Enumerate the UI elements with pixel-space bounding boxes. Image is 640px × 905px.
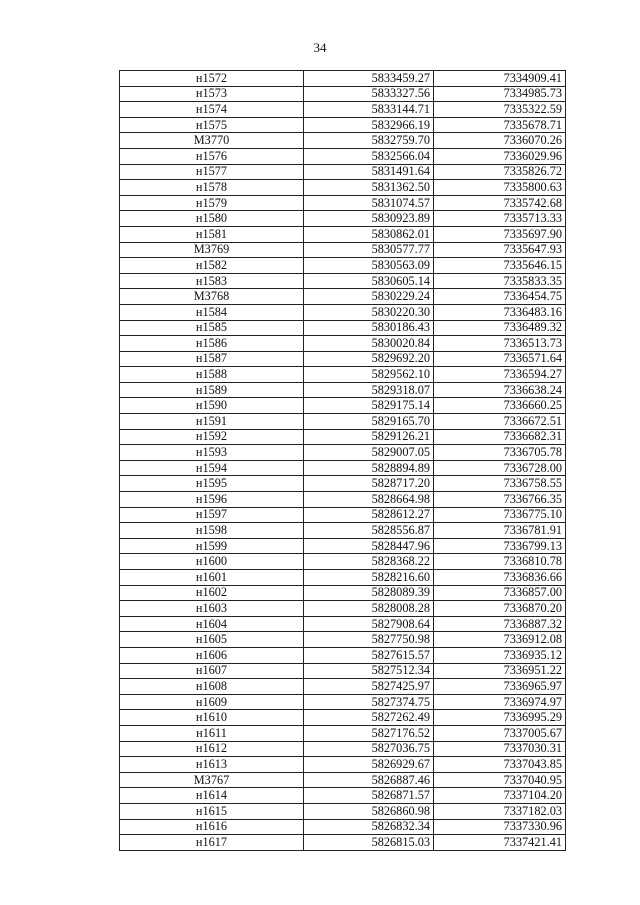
table-row	[120, 320, 566, 336]
y-coordinate-cell: 7337104.20	[434, 788, 566, 804]
point-name-cell: н1608	[120, 679, 304, 695]
y-coordinate-cell: 7336912.08	[434, 632, 566, 648]
table-row	[120, 367, 566, 383]
y-coordinate-cell: 7336594.27	[434, 367, 566, 383]
table-row	[120, 164, 566, 180]
table-row	[120, 102, 566, 118]
x-coordinate-cell: 5833459.27	[304, 71, 434, 87]
x-coordinate-cell: 5828447.96	[304, 538, 434, 554]
y-coordinate-cell: 7335742.68	[434, 195, 566, 211]
y-coordinate-cell: 7336781.91	[434, 523, 566, 539]
y-coordinate-cell: 7336571.64	[434, 351, 566, 367]
table-row	[120, 663, 566, 679]
point-name-cell: н1595	[120, 476, 304, 492]
coordinates-table-body	[120, 71, 566, 851]
point-name-cell: н1584	[120, 304, 304, 320]
point-name-cell: н1580	[120, 211, 304, 227]
y-coordinate-cell: 7336836.66	[434, 570, 566, 586]
table-row	[120, 601, 566, 617]
point-name-cell: МЗ769	[120, 242, 304, 258]
point-name-cell: н1573	[120, 86, 304, 102]
table-row	[120, 117, 566, 133]
x-coordinate-cell: 5829562.10	[304, 367, 434, 383]
table-row	[120, 538, 566, 554]
point-name-cell: н1596	[120, 492, 304, 508]
x-coordinate-cell: 5826929.67	[304, 757, 434, 773]
x-coordinate-cell: 5827750.98	[304, 632, 434, 648]
table-row	[120, 679, 566, 695]
y-coordinate-cell: 7337421.41	[434, 835, 566, 851]
table-row	[120, 414, 566, 430]
point-name-cell: н1594	[120, 460, 304, 476]
x-coordinate-cell: 5831491.64	[304, 164, 434, 180]
point-name-cell: н1607	[120, 663, 304, 679]
y-coordinate-cell: 7335322.59	[434, 102, 566, 118]
table-row	[120, 460, 566, 476]
y-coordinate-cell: 7336483.16	[434, 304, 566, 320]
x-coordinate-cell: 5828894.89	[304, 460, 434, 476]
y-coordinate-cell: 7336489.32	[434, 320, 566, 336]
point-name-cell: н1616	[120, 819, 304, 835]
y-coordinate-cell: 7337005.67	[434, 725, 566, 741]
y-coordinate-cell: 7335800.63	[434, 180, 566, 196]
point-name-cell: н1612	[120, 741, 304, 757]
table-row	[120, 180, 566, 196]
point-name-cell: н1617	[120, 835, 304, 851]
x-coordinate-cell: 5828216.60	[304, 570, 434, 586]
point-name-cell: н1609	[120, 694, 304, 710]
point-name-cell: н1575	[120, 117, 304, 133]
point-name-cell: н1602	[120, 585, 304, 601]
table-row	[120, 71, 566, 87]
y-coordinate-cell: 7336995.29	[434, 710, 566, 726]
point-name-cell: н1603	[120, 601, 304, 617]
table-row	[120, 133, 566, 149]
table-row	[120, 616, 566, 632]
y-coordinate-cell: 7336810.78	[434, 554, 566, 570]
point-name-cell: н1604	[120, 616, 304, 632]
x-coordinate-cell: 5831362.50	[304, 180, 434, 196]
table-row	[120, 242, 566, 258]
x-coordinate-cell: 5828089.39	[304, 585, 434, 601]
point-name-cell: н1589	[120, 382, 304, 398]
point-name-cell: н1599	[120, 538, 304, 554]
x-coordinate-cell: 5830577.77	[304, 242, 434, 258]
x-coordinate-cell: 5826871.57	[304, 788, 434, 804]
table-row	[120, 304, 566, 320]
table-row	[120, 226, 566, 242]
x-coordinate-cell: 5830220.30	[304, 304, 434, 320]
x-coordinate-cell: 5830923.89	[304, 211, 434, 227]
y-coordinate-cell: 7336660.25	[434, 398, 566, 414]
table-row	[120, 803, 566, 819]
y-coordinate-cell: 7336951.22	[434, 663, 566, 679]
point-name-cell: МЗ768	[120, 289, 304, 305]
y-coordinate-cell: 7335713.33	[434, 211, 566, 227]
point-name-cell: н1581	[120, 226, 304, 242]
x-coordinate-cell: 5830563.09	[304, 258, 434, 274]
x-coordinate-cell: 5827425.97	[304, 679, 434, 695]
point-name-cell: н1579	[120, 195, 304, 211]
table-row	[120, 788, 566, 804]
x-coordinate-cell: 5829165.70	[304, 414, 434, 430]
x-coordinate-cell: 5827176.52	[304, 725, 434, 741]
table-row	[120, 195, 566, 211]
y-coordinate-cell: 7336775.10	[434, 507, 566, 523]
x-coordinate-cell: 5827908.64	[304, 616, 434, 632]
x-coordinate-cell: 5829007.05	[304, 445, 434, 461]
x-coordinate-cell: 5833327.56	[304, 86, 434, 102]
point-name-cell: н1600	[120, 554, 304, 570]
point-name-cell: н1610	[120, 710, 304, 726]
table-row	[120, 492, 566, 508]
y-coordinate-cell: 7336513.73	[434, 336, 566, 352]
x-coordinate-cell: 5826860.98	[304, 803, 434, 819]
point-name-cell: н1586	[120, 336, 304, 352]
table-row	[120, 757, 566, 773]
y-coordinate-cell: 7337043.85	[434, 757, 566, 773]
point-name-cell: н1583	[120, 273, 304, 289]
y-coordinate-cell: 7336857.00	[434, 585, 566, 601]
table-row	[120, 273, 566, 289]
x-coordinate-cell: 5828664.98	[304, 492, 434, 508]
y-coordinate-cell: 7336758.55	[434, 476, 566, 492]
point-name-cell: н1572	[120, 71, 304, 87]
y-coordinate-cell: 7336870.20	[434, 601, 566, 617]
y-coordinate-cell: 7334985.73	[434, 86, 566, 102]
table-row	[120, 647, 566, 663]
x-coordinate-cell: 5828368.22	[304, 554, 434, 570]
coordinates-table	[119, 70, 566, 851]
x-coordinate-cell: 5826887.46	[304, 772, 434, 788]
table-row	[120, 398, 566, 414]
x-coordinate-cell: 5828556.87	[304, 523, 434, 539]
y-coordinate-cell: 7335647.93	[434, 242, 566, 258]
point-name-cell: МЗ770	[120, 133, 304, 149]
table-row	[120, 725, 566, 741]
x-coordinate-cell: 5827262.49	[304, 710, 434, 726]
table-row	[120, 336, 566, 352]
x-coordinate-cell: 5830229.24	[304, 289, 434, 305]
x-coordinate-cell: 5826815.03	[304, 835, 434, 851]
point-name-cell: н1577	[120, 164, 304, 180]
point-name-cell: н1606	[120, 647, 304, 663]
table-row	[120, 211, 566, 227]
table-row	[120, 507, 566, 523]
x-coordinate-cell: 5827036.75	[304, 741, 434, 757]
x-coordinate-cell: 5830020.84	[304, 336, 434, 352]
y-coordinate-cell: 7335678.71	[434, 117, 566, 133]
point-name-cell: н1592	[120, 429, 304, 445]
y-coordinate-cell: 7335826.72	[434, 164, 566, 180]
x-coordinate-cell: 5827374.75	[304, 694, 434, 710]
x-coordinate-cell: 5829318.07	[304, 382, 434, 398]
table-row	[120, 382, 566, 398]
x-coordinate-cell: 5831074.57	[304, 195, 434, 211]
y-coordinate-cell: 7336682.31	[434, 429, 566, 445]
table-row	[120, 476, 566, 492]
point-name-cell: н1576	[120, 148, 304, 164]
x-coordinate-cell: 5826832.34	[304, 819, 434, 835]
table-row	[120, 741, 566, 757]
point-name-cell: н1597	[120, 507, 304, 523]
table-row	[120, 710, 566, 726]
table-row	[120, 289, 566, 305]
table-row	[120, 694, 566, 710]
y-coordinate-cell: 7335646.15	[434, 258, 566, 274]
point-name-cell: н1605	[120, 632, 304, 648]
table-row	[120, 445, 566, 461]
x-coordinate-cell: 5832759.70	[304, 133, 434, 149]
point-name-cell: н1588	[120, 367, 304, 383]
table-row	[120, 819, 566, 835]
y-coordinate-cell: 7335833.35	[434, 273, 566, 289]
table-row	[120, 772, 566, 788]
point-name-cell: н1614	[120, 788, 304, 804]
table-row	[120, 429, 566, 445]
table-row	[120, 835, 566, 851]
point-name-cell: н1585	[120, 320, 304, 336]
y-coordinate-cell: 7337040.95	[434, 772, 566, 788]
x-coordinate-cell: 5832566.04	[304, 148, 434, 164]
y-coordinate-cell: 7336935.12	[434, 647, 566, 663]
x-coordinate-cell: 5830186.43	[304, 320, 434, 336]
y-coordinate-cell: 7337030.31	[434, 741, 566, 757]
x-coordinate-cell: 5829692.20	[304, 351, 434, 367]
y-coordinate-cell: 7335697.90	[434, 226, 566, 242]
table-row	[120, 585, 566, 601]
y-coordinate-cell: 7336965.97	[434, 679, 566, 695]
point-name-cell: н1593	[120, 445, 304, 461]
y-coordinate-cell: 7336887.32	[434, 616, 566, 632]
point-name-cell: н1601	[120, 570, 304, 586]
table-row	[120, 554, 566, 570]
y-coordinate-cell: 7337182.03	[434, 803, 566, 819]
point-name-cell: н1598	[120, 523, 304, 539]
y-coordinate-cell: 7336799.13	[434, 538, 566, 554]
table-row	[120, 351, 566, 367]
y-coordinate-cell: 7336766.35	[434, 492, 566, 508]
x-coordinate-cell: 5832966.19	[304, 117, 434, 133]
x-coordinate-cell: 5829126.21	[304, 429, 434, 445]
x-coordinate-cell: 5830605.14	[304, 273, 434, 289]
point-name-cell: н1591	[120, 414, 304, 430]
y-coordinate-cell: 7336728.00	[434, 460, 566, 476]
y-coordinate-cell: 7334909.41	[434, 71, 566, 87]
point-name-cell: н1613	[120, 757, 304, 773]
point-name-cell: н1587	[120, 351, 304, 367]
point-name-cell: н1582	[120, 258, 304, 274]
point-name-cell: н1611	[120, 725, 304, 741]
x-coordinate-cell: 5829175.14	[304, 398, 434, 414]
y-coordinate-cell: 7336454.75	[434, 289, 566, 305]
y-coordinate-cell: 7336029.96	[434, 148, 566, 164]
table-row	[120, 570, 566, 586]
point-name-cell: н1578	[120, 180, 304, 196]
point-name-cell: н1574	[120, 102, 304, 118]
x-coordinate-cell: 5833144.71	[304, 102, 434, 118]
x-coordinate-cell: 5828612.27	[304, 507, 434, 523]
table-row	[120, 523, 566, 539]
x-coordinate-cell: 5827615.57	[304, 647, 434, 663]
table-row	[120, 258, 566, 274]
x-coordinate-cell: 5827512.34	[304, 663, 434, 679]
y-coordinate-cell: 7337330.96	[434, 819, 566, 835]
point-name-cell: н1590	[120, 398, 304, 414]
x-coordinate-cell: 5830862.01	[304, 226, 434, 242]
point-name-cell: н1615	[120, 803, 304, 819]
page-number: 34	[313, 40, 327, 55]
table-row	[120, 632, 566, 648]
table-row	[120, 148, 566, 164]
y-coordinate-cell: 7336672.51	[434, 414, 566, 430]
y-coordinate-cell: 7336070.26	[434, 133, 566, 149]
y-coordinate-cell: 7336638.24	[434, 382, 566, 398]
x-coordinate-cell: 5828717.20	[304, 476, 434, 492]
y-coordinate-cell: 7336974.97	[434, 694, 566, 710]
x-coordinate-cell: 5828008.28	[304, 601, 434, 617]
point-name-cell: МЗ767	[120, 772, 304, 788]
y-coordinate-cell: 7336705.78	[434, 445, 566, 461]
table-row	[120, 86, 566, 102]
